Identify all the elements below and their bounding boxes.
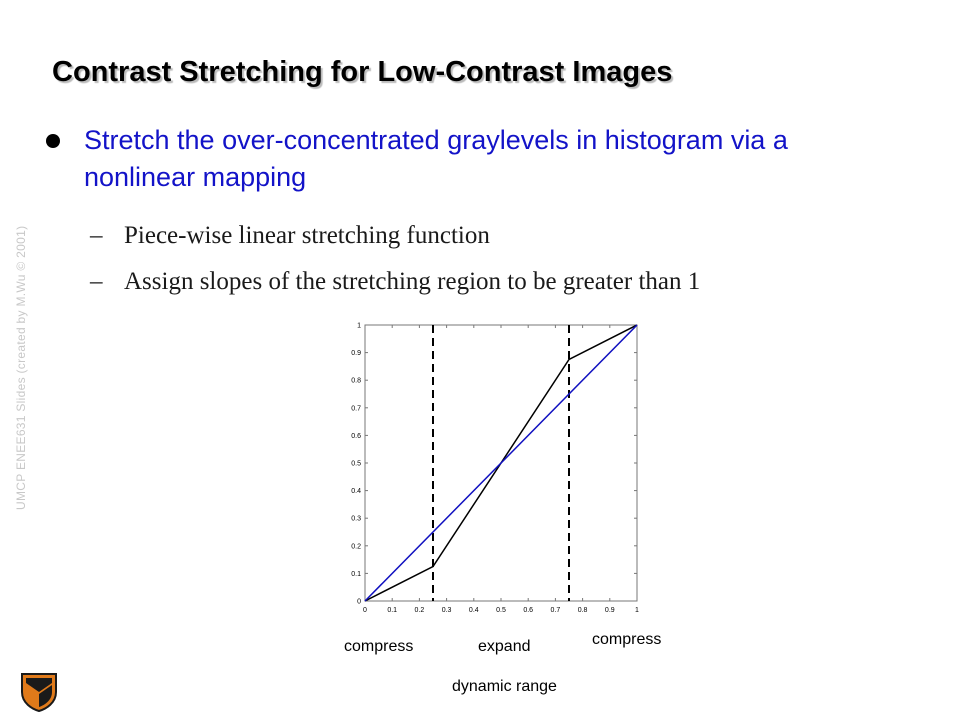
y-tick-label: 0 <box>357 598 361 606</box>
princeton-shield-icon <box>20 672 58 712</box>
label-expand: expand <box>478 638 531 655</box>
y-tick-label: 0.2 <box>351 543 361 551</box>
x-tick-label: 0.1 <box>387 607 398 614</box>
x-tick-label: 0.4 <box>468 607 479 614</box>
y-tick-label: 0.8 <box>351 377 361 385</box>
label-compress-left: compress <box>344 638 414 655</box>
x-tick-label: 0.3 <box>441 607 452 614</box>
x-tick-label: 0.5 <box>496 607 506 614</box>
dynamic-range-label: dynamic range <box>452 678 557 695</box>
y-tick-label: 0.7 <box>351 405 361 413</box>
sub-bullet-dash: – <box>90 268 103 295</box>
sub-bullet-text: Assign slopes of the stretching region to be greater than 1 <box>124 268 701 295</box>
stretching-function-chart <box>340 316 650 616</box>
y-tick-label: 1 <box>357 322 361 330</box>
y-tick-label: 0.9 <box>351 350 361 358</box>
x-tick-label: 0.7 <box>550 607 561 614</box>
label-compress-right: compress <box>592 631 662 648</box>
sub-bullet-1 <box>90 222 490 250</box>
x-tick-label: 0 <box>363 607 367 614</box>
bullet-dot-icon <box>46 134 60 148</box>
x-tick-label: 0.8 <box>577 607 588 614</box>
y-tick-label: 0.4 <box>351 488 361 496</box>
watermark: UMCP ENEE631 Slides (created by M.Wu © 2001) <box>14 225 28 510</box>
x-tick-label: 1 <box>635 607 639 614</box>
y-tick-label: 0.1 <box>351 570 361 578</box>
sub-bullet-text: Piece-wise linear stretching function <box>124 222 490 249</box>
y-tick-label: 0.5 <box>351 460 361 468</box>
sub-bullet-2 <box>90 268 700 296</box>
main-bullet: Stretch the over-concentrated graylevels in histogram via a nonlinear mapping <box>84 125 788 192</box>
y-tick-label: 0.6 <box>351 432 361 440</box>
series-line-1 <box>365 325 637 601</box>
x-tick-label: 0.2 <box>414 607 425 614</box>
slide-title: Contrast Stretching for Low-Contrast Images <box>52 56 673 88</box>
y-tick-label: 0.3 <box>351 515 361 523</box>
sub-bullet-dash: – <box>90 222 103 249</box>
x-tick-label: 0.6 <box>523 607 534 614</box>
x-tick-label: 0.9 <box>604 607 615 614</box>
